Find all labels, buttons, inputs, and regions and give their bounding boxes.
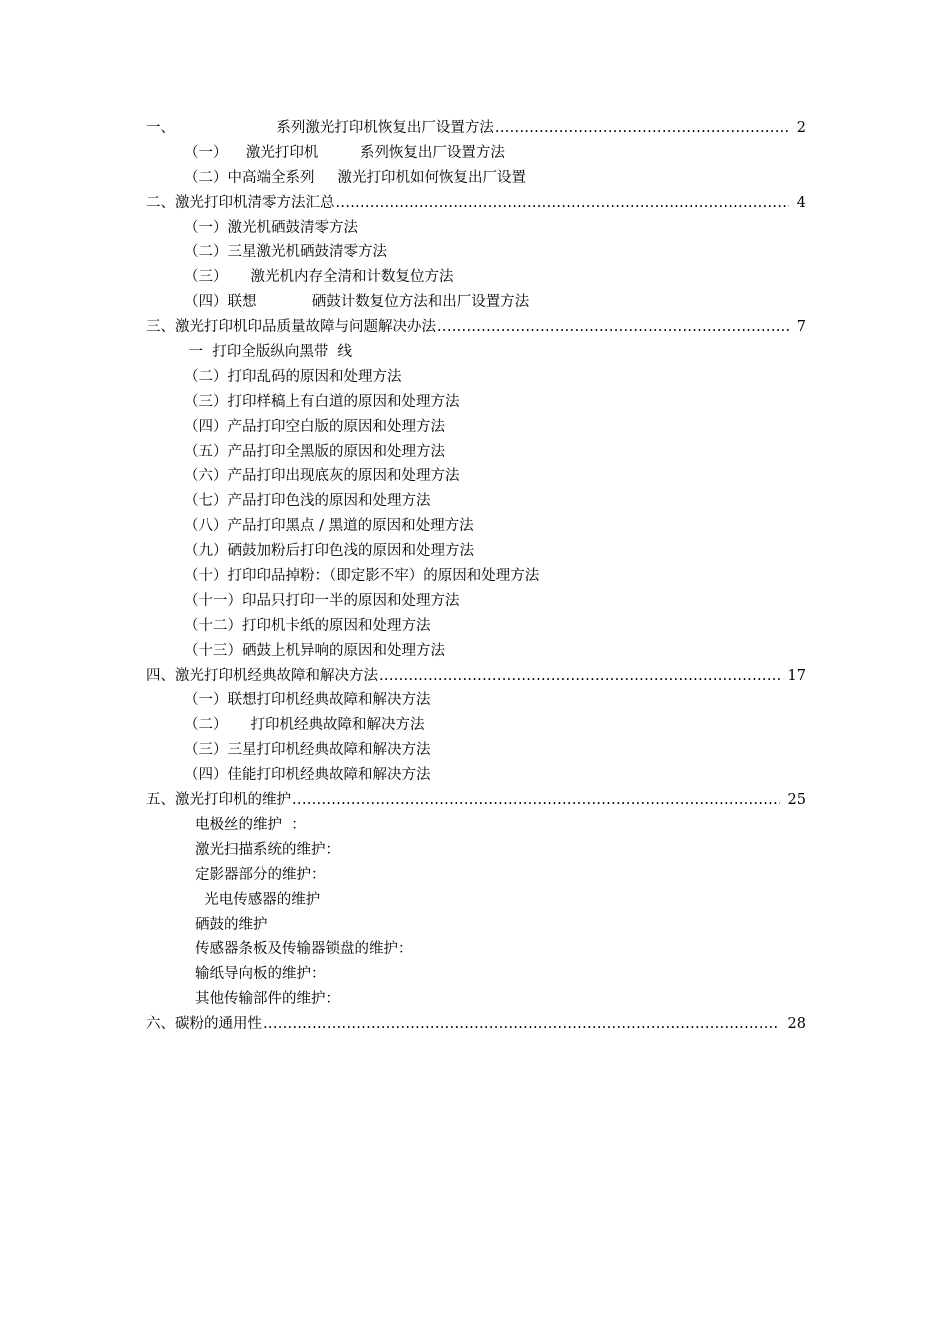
toc-entry-title: （十）打印印品掉粉：（即定影不牢）的原因和处理方法 <box>184 564 540 589</box>
toc-subsection-entry[interactable] <box>0 738 950 763</box>
toc-subsection-entry[interactable] <box>0 539 950 564</box>
toc-subsection-entry[interactable] <box>0 838 950 863</box>
toc-entry-title: （八）产品打印黑点 / 黑道的原因和处理方法 <box>184 514 475 539</box>
toc-entry-title: 其他传输部件的维护： <box>195 987 341 1012</box>
toc-entry-title: （二）中高端全系列 激光打印机如何恢复出厂设置 <box>184 166 527 191</box>
toc-entry-title: 六、碳粉的通用性 <box>146 1012 263 1037</box>
toc-entry-title: 光电传感器的维护 <box>195 888 321 913</box>
toc-section-entry[interactable] <box>0 315 950 340</box>
toc-dot-leader <box>336 191 789 216</box>
toc-entry-title: （五）产品打印全黑版的原因和处理方法 <box>184 440 446 465</box>
toc-subsection-entry[interactable] <box>0 464 950 489</box>
toc-subsection-entry[interactable] <box>0 987 950 1012</box>
toc-entry-title: （六）产品打印出现底灰的原因和处理方法 <box>184 464 461 489</box>
toc-subsection-entry[interactable] <box>0 340 950 365</box>
toc-section-entry[interactable] <box>0 191 950 216</box>
toc-subsection-entry[interactable] <box>0 365 950 390</box>
toc-subsection-entry[interactable] <box>0 688 950 713</box>
toc-entry-title: （七）产品打印色浅的原因和处理方法 <box>184 489 432 514</box>
toc-page-number: 17 <box>787 667 806 684</box>
toc-entry-title: （四）佳能打印机经典故障和解决方法 <box>184 763 432 788</box>
toc-entry-title: （四）产品打印空白版的原因和处理方法 <box>184 415 446 440</box>
toc-entry-title: （九）硒鼓加粉后打印色浅的原因和处理方法 <box>184 539 475 564</box>
toc-entry-title: （十三）硒鼓上机异响的原因和处理方法 <box>184 639 446 664</box>
toc-subsection-entry[interactable] <box>0 240 950 265</box>
toc-page-number: 4 <box>796 194 806 211</box>
toc-subsection-entry[interactable] <box>0 415 950 440</box>
toc-entry-title: （二）三星激光机硒鼓清零方法 <box>184 240 388 265</box>
toc-section-entry[interactable] <box>0 1012 950 1037</box>
toc-subsection-entry[interactable] <box>0 489 950 514</box>
toc-entry-title: （三）打印样稿上有白道的原因和处理方法 <box>184 390 461 415</box>
toc-subsection-entry[interactable] <box>0 290 950 315</box>
toc-dot-leader <box>495 116 789 141</box>
toc-entry-title: 二、激光打印机清零方法汇总 <box>146 191 336 216</box>
toc-dot-leader <box>292 788 780 813</box>
toc-subsection-entry[interactable] <box>0 863 950 888</box>
toc-entry-title: 激光扫描系统的维护： <box>195 838 341 863</box>
toc-subsection-entry[interactable] <box>0 937 950 962</box>
toc-subsection-entry[interactable] <box>0 166 950 191</box>
toc-entry-title: 输纸导向板的维护： <box>195 962 327 987</box>
toc-page-number: 2 <box>796 120 806 136</box>
toc-subsection-entry[interactable] <box>0 265 950 290</box>
toc-entry-title: （三）三星打印机经典故障和解决方法 <box>184 738 432 763</box>
toc-section-entry[interactable] <box>0 664 950 689</box>
toc-subsection-entry[interactable] <box>0 514 950 539</box>
toc-subsection-entry[interactable] <box>0 763 950 788</box>
toc-subsection-entry[interactable] <box>0 888 950 913</box>
toc-entry-title: （一） 激光打印机 系列恢复出厂设置方法 <box>184 141 506 166</box>
toc-subsection-entry[interactable] <box>0 614 950 639</box>
toc-entry-title: 三、激光打印机印品质量故障与问题解决办法 <box>146 315 437 340</box>
toc-subsection-entry[interactable] <box>0 216 950 241</box>
toc-entry-title: 四、激光打印机经典故障和解决方法 <box>146 664 379 689</box>
toc-entry-title: 定影器部分的维护： <box>195 863 327 888</box>
toc-subsection-entry[interactable] <box>0 589 950 614</box>
toc-dot-leader <box>263 1012 780 1037</box>
toc-subsection-entry[interactable] <box>0 962 950 987</box>
toc-entry-title: （十一）印品只打印一半的原因和处理方法 <box>184 589 461 614</box>
toc-entry-title: （二） 打印机经典故障和解决方法 <box>184 713 426 738</box>
toc-section-entry[interactable] <box>0 116 950 141</box>
toc-subsection-entry[interactable] <box>0 440 950 465</box>
toc-entry-title: 一 打印全版纵向黑带 线 <box>184 340 353 365</box>
toc-subsection-entry[interactable] <box>0 639 950 664</box>
toc-page-number: 28 <box>787 1016 806 1033</box>
toc-subsection-entry[interactable] <box>0 141 950 166</box>
toc-entry-title: （十二）打印机卡纸的原因和处理方法 <box>184 614 432 639</box>
toc-entry-title: （一）联想打印机经典故障和解决方法 <box>184 688 432 713</box>
toc-page-number: 7 <box>796 319 806 336</box>
toc-subsection-entry[interactable] <box>0 564 950 589</box>
toc-entry-title: （四）联想 硒鼓计数复位方法和出厂设置方法 <box>184 290 530 315</box>
toc-subsection-entry[interactable] <box>0 813 950 838</box>
table-of-contents <box>0 116 950 1037</box>
toc-entry-title: 一、 系列激光打印机恢复出厂设置方法 <box>146 116 495 141</box>
toc-entry-title: 五、激光打印机的维护 <box>146 788 292 813</box>
toc-entry-title: （一）激光机硒鼓清零方法 <box>184 216 359 241</box>
toc-page-number: 25 <box>787 792 806 809</box>
toc-dot-leader <box>437 315 789 340</box>
toc-section-entry[interactable] <box>0 788 950 813</box>
toc-entry-title: 传感器条板及传输器锁盘的维护： <box>195 937 414 962</box>
toc-subsection-entry[interactable] <box>0 913 950 938</box>
toc-entry-title: （二）打印乱码的原因和处理方法 <box>184 365 403 390</box>
toc-dot-leader <box>379 664 780 689</box>
toc-subsection-entry[interactable] <box>0 713 950 738</box>
toc-entry-title: （三） 激光机内存全清和计数复位方法 <box>184 265 455 290</box>
toc-entry-title: 硒鼓的维护 <box>195 913 269 938</box>
toc-entry-title: 电极丝的维护 ： <box>195 813 307 838</box>
toc-subsection-entry[interactable] <box>0 390 950 415</box>
